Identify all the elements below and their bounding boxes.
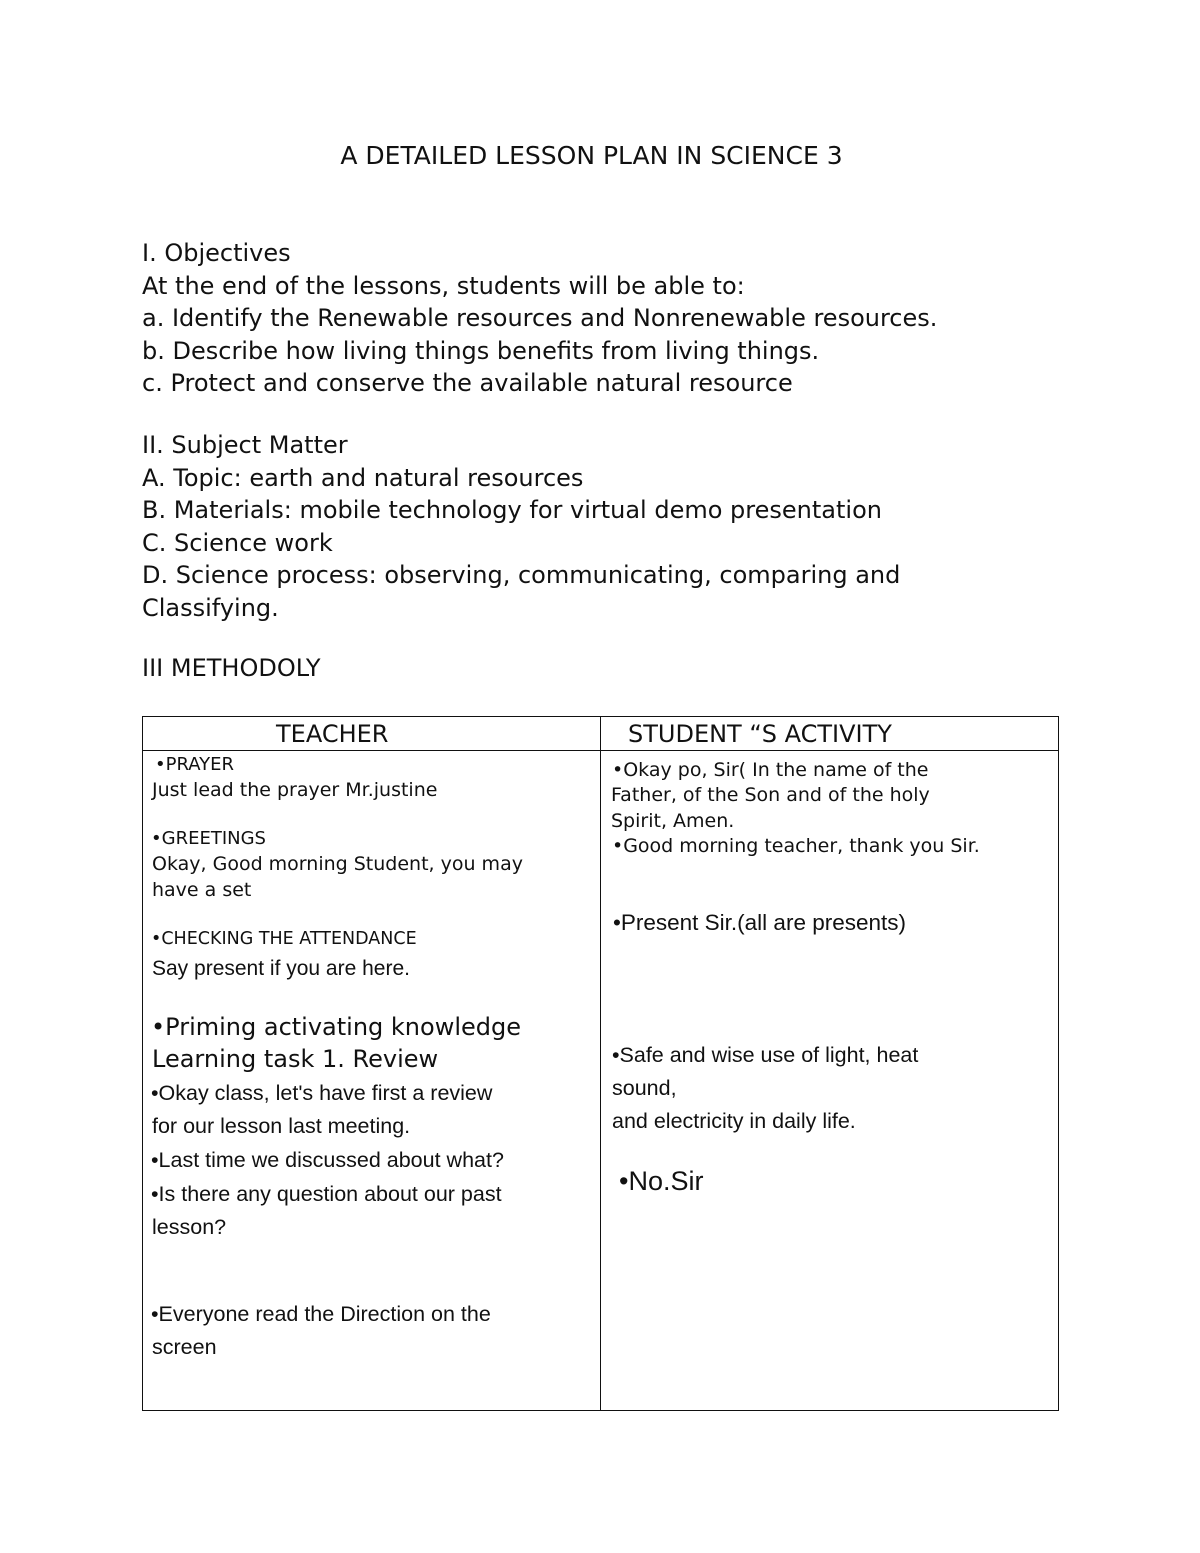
student-prayer-response: Spirit, Amen. — [611, 810, 735, 832]
student-prayer-response: Father, of the Son and of the holy — [611, 784, 930, 806]
methodology-heading: III METHODOLY — [142, 654, 321, 682]
teacher-last-time-question: •Last time we discussed about what? — [151, 1148, 504, 1172]
teacher-prayer-label: •PRAYER — [155, 754, 235, 775]
teacher-attendance-text: Say present if you are here. — [152, 957, 410, 980]
student-review-answer: and electricity in daily life. — [612, 1109, 856, 1133]
teacher-past-lesson-question: •Is there any question about our past — [151, 1182, 502, 1206]
methodology-section — [142, 652, 321, 685]
student-no-question-response: •No.Sir — [619, 1166, 704, 1196]
teacher-past-lesson-question: lesson? — [152, 1215, 227, 1239]
subject-matter-section — [142, 429, 900, 624]
teacher-priming-heading: •Priming activating knowledge — [151, 1013, 521, 1041]
subject-matter-item: C. Science work — [142, 528, 333, 557]
page-title: A DETAILED LESSON PLAN IN SCIENCE 3 — [340, 141, 843, 170]
teacher-learning-task: Learning task 1. Review — [152, 1045, 439, 1073]
student-column-header: STUDENT “S ACTIVITY — [628, 720, 892, 748]
teacher-greetings-text: Okay, Good morning Student, you may — [152, 853, 523, 875]
subject-matter-item: A. Topic: earth and natural resources — [142, 463, 584, 492]
objectives-heading: I. Objectives — [142, 239, 291, 267]
subject-matter-item: B. Materials: mobile technology for virtual demo presentation — [142, 496, 882, 524]
header-divider — [143, 750, 1058, 751]
lesson-table — [142, 716, 1059, 1411]
objective-item: c. Protect and conserve the available natural resource — [142, 369, 793, 397]
column-divider — [600, 717, 601, 1410]
objectives-section — [142, 237, 937, 400]
student-greeting-response: •Good morning teacher, thank you Sir. — [612, 835, 980, 857]
student-review-answer: •Safe and wise use of light, heat — [612, 1043, 919, 1067]
subject-matter-heading: II. Subject Matter — [142, 431, 348, 459]
teacher-column-header: TEACHER — [276, 720, 389, 748]
teacher-attendance-label: •CHECKING THE ATTENDANCE — [151, 929, 417, 949]
teacher-review-text: for our lesson last meeting. — [152, 1114, 411, 1138]
student-review-answer: sound, — [612, 1076, 677, 1100]
student-prayer-response: •Okay po, Sir( In the name of the — [612, 759, 929, 781]
objective-item: b. Describe how living things benefits from living things. — [142, 336, 820, 365]
student-attendance-response: •Present Sir.(all are presents) — [613, 910, 906, 935]
teacher-review-text: •Okay class, let's have first a review — [151, 1081, 493, 1105]
subject-matter-item: Classifying. — [142, 593, 279, 622]
objective-item: a. Identify the Renewable resources and Nonrenewable resources. — [142, 304, 938, 332]
teacher-greetings-text: have a set — [152, 879, 252, 901]
teacher-direction-text: screen — [152, 1335, 217, 1359]
teacher-prayer-text: Just lead the prayer Mr.justine — [152, 779, 438, 801]
teacher-greetings-label: •GREETINGS — [151, 828, 266, 849]
subject-matter-item: D. Science process: observing, communicating, comparing and — [142, 561, 901, 589]
objectives-intro: At the end of the lessons, students will be able to: — [142, 271, 745, 300]
teacher-direction-text: •Everyone read the Direction on the — [151, 1302, 491, 1326]
